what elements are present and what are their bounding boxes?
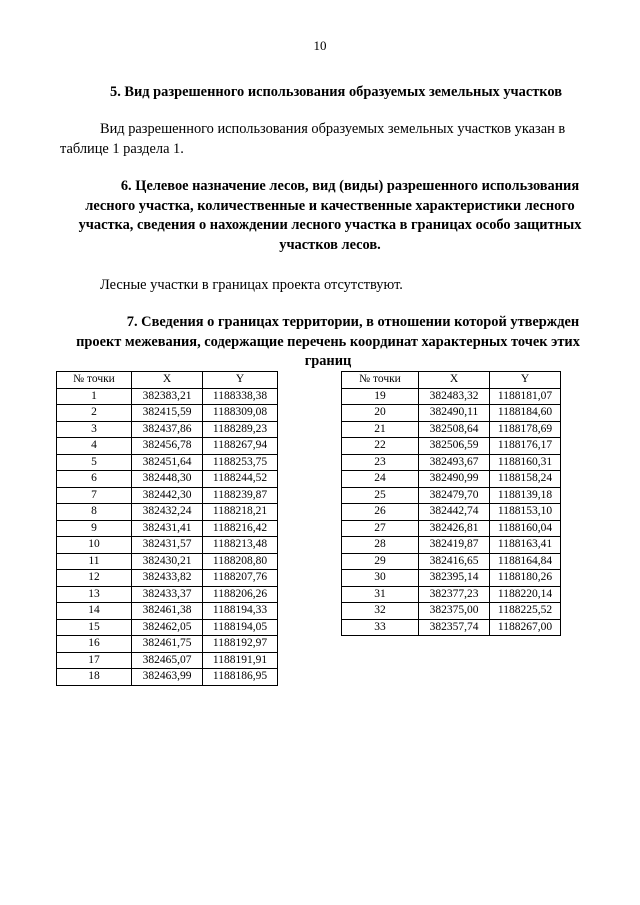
y-coordinate-cell: 1188192,97 [203,636,278,653]
table-row [342,471,561,488]
y-coordinate-cell: 1188139,18 [490,487,561,504]
x-coordinate-cell: 382490,99 [419,471,490,488]
table-row [342,537,561,554]
y-coordinate-cell: 1188180,26 [490,570,561,587]
table-row [57,504,278,521]
table-header-row [342,372,561,389]
point-number-cell: 3 [57,421,132,438]
point-number-cell: 13 [57,586,132,603]
point-number-cell: 27 [342,520,419,537]
point-number-cell: 29 [342,553,419,570]
y-coordinate-cell: 1188218,21 [203,504,278,521]
y-coordinate-cell: 1188208,80 [203,553,278,570]
y-coordinate-cell: 1188184,60 [490,405,561,422]
table-row [342,520,561,537]
table-row [342,586,561,603]
point-number-cell: 1 [57,388,132,405]
column-header-x: X [132,372,203,389]
table-row [342,388,561,405]
table-row [57,586,278,603]
y-coordinate-cell: 1188206,26 [203,586,278,603]
table-row [342,570,561,587]
column-header-x: X [419,372,490,389]
table-row [57,520,278,537]
y-coordinate-cell: 1188178,69 [490,421,561,438]
point-number-cell: 16 [57,636,132,653]
point-number-cell: 23 [342,454,419,471]
column-header-point: № точки [57,372,132,389]
table-row [342,405,561,422]
x-coordinate-cell: 382395,14 [419,570,490,587]
x-coordinate-cell: 382456,78 [132,438,203,455]
point-number-cell: 12 [57,570,132,587]
x-coordinate-cell: 382479,70 [419,487,490,504]
table-row [57,636,278,653]
table-row [342,553,561,570]
x-coordinate-cell: 382433,37 [132,586,203,603]
y-coordinate-cell: 1188253,75 [203,454,278,471]
y-coordinate-cell: 1188220,14 [490,586,561,603]
point-number-cell: 24 [342,471,419,488]
column-header-point: № точки [342,372,419,389]
coordinates-table-left [56,371,278,686]
table-header-row [57,372,278,389]
point-number-cell: 30 [342,570,419,587]
x-coordinate-cell: 382437,86 [132,421,203,438]
y-coordinate-cell: 1188194,33 [203,603,278,620]
y-coordinate-cell: 1188176,17 [490,438,561,455]
point-number-cell: 11 [57,553,132,570]
table-row [342,421,561,438]
point-number-cell: 9 [57,520,132,537]
x-coordinate-cell: 382465,07 [132,652,203,669]
section-6-heading: 6. Целевое назначение лесов, вид (виды) разрешенного использования лесного участка, количественные и качественные характеристики лесного участка, сведения о нахождении лесного участка в границах особо защитных участков лесов. [78,178,582,253]
table-row [57,438,278,455]
y-coordinate-cell: 1188153,10 [490,504,561,521]
point-number-cell: 14 [57,603,132,620]
point-number-cell: 17 [57,652,132,669]
x-coordinate-cell: 382461,75 [132,636,203,653]
x-coordinate-cell: 382462,05 [132,619,203,636]
y-coordinate-cell: 1188239,87 [203,487,278,504]
point-number-cell: 22 [342,438,419,455]
x-coordinate-cell: 382490,11 [419,405,490,422]
x-coordinate-cell: 382375,00 [419,603,490,620]
point-number-cell: 10 [57,537,132,554]
y-coordinate-cell: 1188181,07 [490,388,561,405]
table-row [57,619,278,636]
x-coordinate-cell: 382463,99 [132,669,203,686]
section-6-text: Лесные участки в границах проекта отсутствуют. [100,277,403,293]
point-number-cell: 18 [57,669,132,686]
table-row [57,570,278,587]
table-row [57,487,278,504]
table-row [57,553,278,570]
table-row [57,669,278,686]
x-coordinate-cell: 382451,64 [132,454,203,471]
y-coordinate-cell: 1188191,91 [203,652,278,669]
y-coordinate-cell: 1188158,24 [490,471,561,488]
table-row [342,619,561,636]
table-row [342,487,561,504]
y-coordinate-cell: 1188186,95 [203,669,278,686]
y-coordinate-cell: 1188160,04 [490,520,561,537]
table-row [57,537,278,554]
table-row [57,454,278,471]
y-coordinate-cell: 1188338,38 [203,388,278,405]
x-coordinate-cell: 382461,38 [132,603,203,620]
y-coordinate-cell: 1188163,41 [490,537,561,554]
table-row [57,421,278,438]
y-coordinate-cell: 1188216,42 [203,520,278,537]
table-row [342,438,561,455]
table-row [57,471,278,488]
x-coordinate-cell: 382430,21 [132,553,203,570]
y-coordinate-cell: 1188194,05 [203,619,278,636]
table-row [342,504,561,521]
point-number-cell: 32 [342,603,419,620]
x-coordinate-cell: 382448,30 [132,471,203,488]
y-coordinate-cell: 1188160,31 [490,454,561,471]
point-number-cell: 7 [57,487,132,504]
point-number-cell: 21 [342,421,419,438]
x-coordinate-cell: 382357,74 [419,619,490,636]
point-number-cell: 4 [57,438,132,455]
point-number-cell: 19 [342,388,419,405]
x-coordinate-cell: 382431,41 [132,520,203,537]
section-5-heading: 5. Вид разрешенного использования образуемых земельных участков [110,84,563,100]
x-coordinate-cell: 382419,87 [419,537,490,554]
x-coordinate-cell: 382433,82 [132,570,203,587]
x-coordinate-cell: 382432,24 [132,504,203,521]
x-coordinate-cell: 382442,30 [132,487,203,504]
table-row [57,388,278,405]
x-coordinate-cell: 382415,59 [132,405,203,422]
y-coordinate-cell: 1188225,52 [490,603,561,620]
x-coordinate-cell: 382431,57 [132,537,203,554]
table-row [342,454,561,471]
point-number-cell: 26 [342,504,419,521]
table-row [342,603,561,620]
section-7-heading: 7. Сведения о границах территории, в отношении которой утвержден проект межевания, содержащие перечень координат характерных точек этих границ [76,314,580,369]
x-coordinate-cell: 382442,74 [419,504,490,521]
page-number: 10 [313,38,327,53]
point-number-cell: 20 [342,405,419,422]
y-coordinate-cell: 1188244,52 [203,471,278,488]
table-row [57,603,278,620]
section-5-text: Вид разрешенного использования образуемых земельных участков указан в таблице 1 раздела 1. [60,121,566,157]
table-row [57,652,278,669]
point-number-cell: 8 [57,504,132,521]
y-coordinate-cell: 1188289,23 [203,421,278,438]
point-number-cell: 33 [342,619,419,636]
y-coordinate-cell: 1188164,84 [490,553,561,570]
point-number-cell: 31 [342,586,419,603]
column-header-y: Y [203,372,278,389]
y-coordinate-cell: 1188213,48 [203,537,278,554]
point-number-cell: 6 [57,471,132,488]
point-number-cell: 2 [57,405,132,422]
point-number-cell: 25 [342,487,419,504]
x-coordinate-cell: 382508,64 [419,421,490,438]
y-coordinate-cell: 1188267,94 [203,438,278,455]
table-row [57,405,278,422]
coordinates-table-right [341,371,561,636]
y-coordinate-cell: 1188267,00 [490,619,561,636]
x-coordinate-cell: 382426,81 [419,520,490,537]
x-coordinate-cell: 382383,21 [132,388,203,405]
point-number-cell: 5 [57,454,132,471]
x-coordinate-cell: 382377,23 [419,586,490,603]
x-coordinate-cell: 382506,59 [419,438,490,455]
x-coordinate-cell: 382416,65 [419,553,490,570]
y-coordinate-cell: 1188207,76 [203,570,278,587]
point-number-cell: 28 [342,537,419,554]
point-number-cell: 15 [57,619,132,636]
y-coordinate-cell: 1188309,08 [203,405,278,422]
x-coordinate-cell: 382483,32 [419,388,490,405]
x-coordinate-cell: 382493,67 [419,454,490,471]
column-header-y: Y [490,372,561,389]
